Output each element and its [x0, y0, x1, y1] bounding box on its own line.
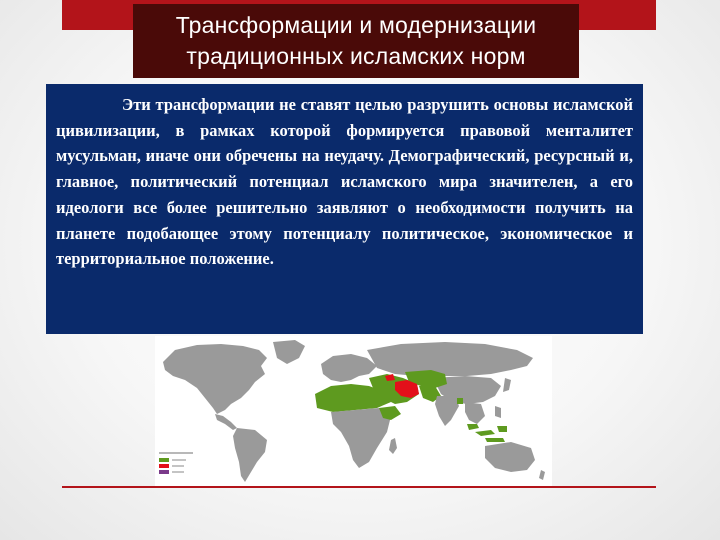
legend-red-swatch	[159, 464, 169, 468]
map-indonesia-1	[467, 424, 479, 430]
title-box	[133, 4, 579, 78]
legend-red-label	[172, 465, 184, 467]
world-map-graphic	[155, 336, 552, 488]
map-indonesia-2	[475, 430, 495, 436]
legend-green-label	[172, 459, 186, 461]
map-southeast-asia	[465, 402, 485, 424]
map-philippines	[495, 406, 501, 418]
bottom-accent-line	[62, 486, 656, 488]
map-madagascar	[389, 438, 397, 454]
map-central-america	[215, 414, 237, 430]
map-north-america	[163, 344, 267, 414]
world-map	[155, 336, 552, 488]
legend-purple-label	[172, 471, 184, 473]
map-south-africa	[331, 408, 391, 468]
body-text-box	[46, 84, 643, 334]
map-india	[435, 396, 459, 426]
map-indonesia-4	[485, 438, 505, 442]
map-north-asia	[367, 342, 533, 376]
legend-title	[159, 452, 193, 454]
map-bangladesh	[457, 398, 463, 404]
map-japan	[503, 378, 511, 392]
legend-purple-swatch	[159, 470, 169, 474]
map-australia	[485, 442, 535, 472]
legend-green-swatch	[159, 458, 169, 462]
slide-title: Трансформации и модернизации традиционных исламских норм	[175, 12, 537, 69]
map-greenland	[273, 340, 305, 364]
map-new-zealand	[539, 470, 545, 480]
body-paragraph: Эти трансформации не ставят целью разрушить основы исламской цивилизации, в рамках которой формируется правовой менталитет мусульман, иначе они обречены на неудачу. Демографический, ресурсный и, главное, политический потенциал исламского мира значителен, а его идеологи все более решительно заявляют о необходимости получить на планете подобающее этому потенциалу политическое, экономическое и территориальное положение.	[56, 95, 633, 269]
map-europe	[321, 354, 377, 382]
map-legend	[159, 452, 193, 474]
map-indonesia-3	[497, 426, 507, 432]
map-south-america	[233, 428, 267, 482]
